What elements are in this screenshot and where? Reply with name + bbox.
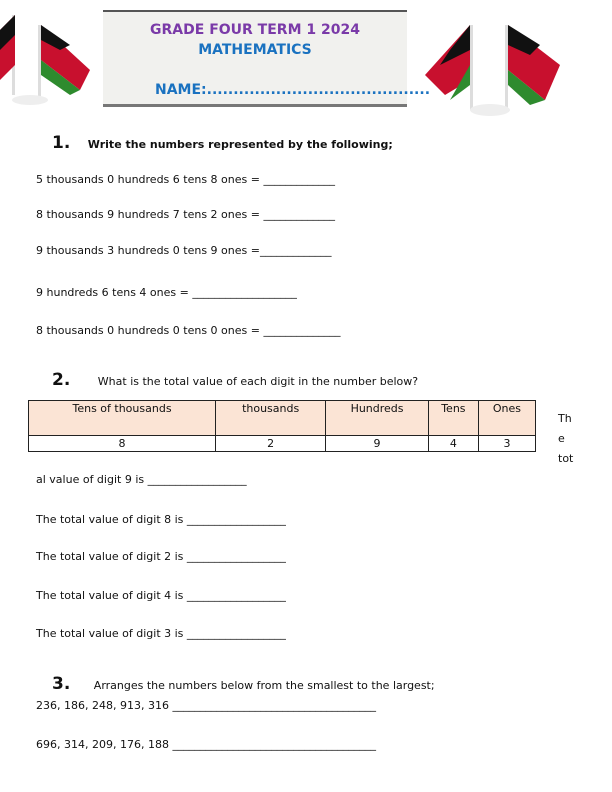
wrapped-text: Th	[558, 412, 572, 425]
digit-cell: 9	[326, 436, 429, 452]
place-value-table	[28, 400, 536, 452]
name-field[interactable]: NAME:..........................................	[155, 82, 431, 98]
header-tens: Tens	[428, 401, 478, 436]
grade-title: GRADE FOUR TERM 1 2024	[150, 22, 360, 38]
q2-item: The total value of digit 4 is __________________	[36, 589, 286, 602]
q1-heading	[52, 133, 393, 153]
q3-number: 3.	[52, 674, 71, 694]
kenya-flags-right	[420, 10, 590, 120]
q3-item: 236, 186, 248, 913, 316 _____________________________________	[36, 699, 376, 712]
wrapped-text: tot	[558, 452, 574, 465]
digit-cell: 4	[428, 436, 478, 452]
q1-item: 9 thousands 3 hundreds 0 tens 9 ones =_____________	[36, 244, 332, 257]
q2-heading	[52, 370, 418, 390]
q1-item: 8 thousands 0 hundreds 0 tens 0 ones = ______________	[36, 324, 341, 337]
q2-instruction: What is the total value of each digit in the number below?	[97, 375, 419, 388]
q2-item: The total value of digit 3 is __________________	[36, 627, 286, 640]
q3-instruction: Arranges the numbers below from the smallest to the largest;	[93, 679, 435, 692]
q2-number: 2.	[52, 370, 71, 390]
q1-item: 8 thousands 9 hundreds 7 tens 2 ones = _____________	[36, 208, 335, 221]
subject-title: MATHEMATICS	[198, 42, 312, 58]
kenya-flags-left	[0, 10, 100, 110]
header-hundreds: Hundreds	[326, 401, 429, 436]
q1-item: 5 thousands 0 hundreds 6 tens 8 ones = _____________	[36, 173, 335, 186]
q2-item: al value of digit 9 is __________________	[36, 473, 247, 486]
q1-number: 1.	[52, 133, 71, 153]
q3-heading	[52, 674, 435, 694]
header-ones: Ones	[478, 401, 535, 436]
q1-instruction: Write the numbers represented by the following;	[87, 138, 393, 151]
wrapped-text: e	[558, 432, 565, 445]
title-banner	[103, 10, 431, 107]
q3-item: 696, 314, 209, 176, 188 _____________________________________	[36, 738, 376, 751]
digit-cell: 2	[216, 436, 326, 452]
digit-cell: 8	[29, 436, 216, 452]
q2-item: The total value of digit 2 is __________________	[36, 550, 286, 563]
digit-cell: 3	[478, 436, 535, 452]
q2-item: The total value of digit 8 is __________________	[36, 513, 286, 526]
header-thousands: thousands	[216, 401, 326, 436]
q1-item: 9 hundreds 6 tens 4 ones = ___________________	[36, 286, 297, 299]
header-tens-of-thousands: Tens of thousands	[29, 401, 216, 436]
